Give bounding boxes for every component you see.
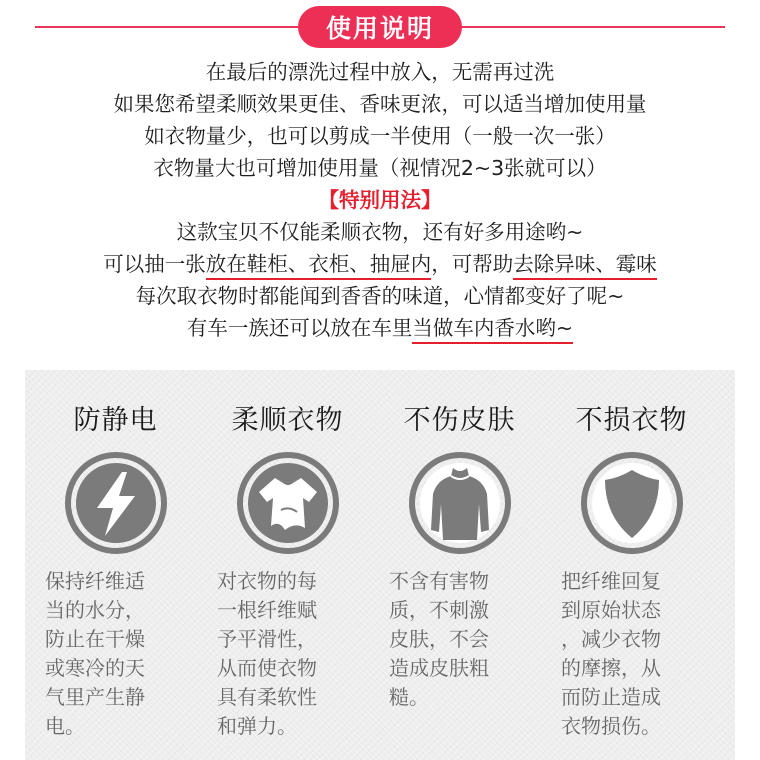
shield-icon bbox=[579, 450, 685, 556]
feature-title: 柔顺衣物 bbox=[231, 405, 344, 436]
features-panel bbox=[25, 370, 735, 760]
feature-description: 不含有害物 质，不刺激 皮肤，不会 造成皮肤粗 糙。 bbox=[389, 569, 489, 709]
special-line-4 bbox=[0, 312, 760, 344]
special-line-2-underlined-places: 放在鞋柜、衣柜、抽屉内 bbox=[206, 252, 432, 280]
section-title-badge bbox=[298, 6, 462, 48]
feature-title: 不伤皮肤 bbox=[403, 405, 516, 436]
section-title: 使用说明 bbox=[325, 14, 434, 43]
special-line-2-c: ，可帮助 bbox=[431, 252, 514, 276]
body-icon bbox=[407, 450, 513, 556]
feature-description: 把纤维回复 到原始状态 ，减少衣物 的摩擦，从 而防止造成 衣物损伤。 bbox=[561, 569, 661, 738]
usage-line-4: 衣物量大也可增加使用量（视情况2~3张就可以） bbox=[153, 156, 607, 180]
usage-instructions bbox=[0, 56, 760, 344]
feature-softening bbox=[202, 370, 373, 760]
special-usage-heading: 【特别用法】 bbox=[318, 188, 442, 212]
feature-title: 防静电 bbox=[73, 405, 158, 436]
usage-line-1: 在最后的漂洗过程中放入，无需再过洗 bbox=[205, 60, 555, 84]
special-line-3: 每次取衣物时都能闻到香香的味道，心情都变好了呢~ bbox=[135, 284, 625, 308]
feature-title: 不损衣物 bbox=[575, 405, 688, 436]
lightning-icon bbox=[63, 450, 169, 556]
special-line-2 bbox=[0, 248, 760, 280]
special-line-4-underlined-car: 当做车内香水哟~ bbox=[412, 316, 573, 344]
shirt-icon bbox=[235, 450, 341, 556]
special-line-2-a: 可以抽一张 bbox=[103, 252, 206, 276]
feature-description: 保持纤维适 当的水分， 防止在干燥 或寒冷的天 气里产生静 电。 bbox=[45, 569, 145, 738]
feature-description: 对衣物的每 一根纤维赋 予平滑性， 从而使衣物 具有柔软性 和弹力。 bbox=[217, 569, 317, 738]
feature-antistatic bbox=[30, 370, 201, 760]
feature-fabric-protect bbox=[546, 370, 717, 760]
special-line-4-a: 有车一族还可以放在车里 bbox=[186, 316, 413, 340]
special-line-1: 这款宝贝不仅能柔顺衣物，还有好多用途哟~ bbox=[176, 220, 584, 244]
feature-skin-safe bbox=[374, 370, 545, 760]
special-line-2-underlined-odor: 去除异味、霉味 bbox=[513, 252, 657, 280]
usage-line-3: 如衣物量少，也可以剪成一半使用（一般一次一张） bbox=[144, 124, 616, 148]
usage-line-2: 如果您希望柔顺效果更佳、香味更浓，可以适当增加使用量 bbox=[113, 92, 647, 116]
